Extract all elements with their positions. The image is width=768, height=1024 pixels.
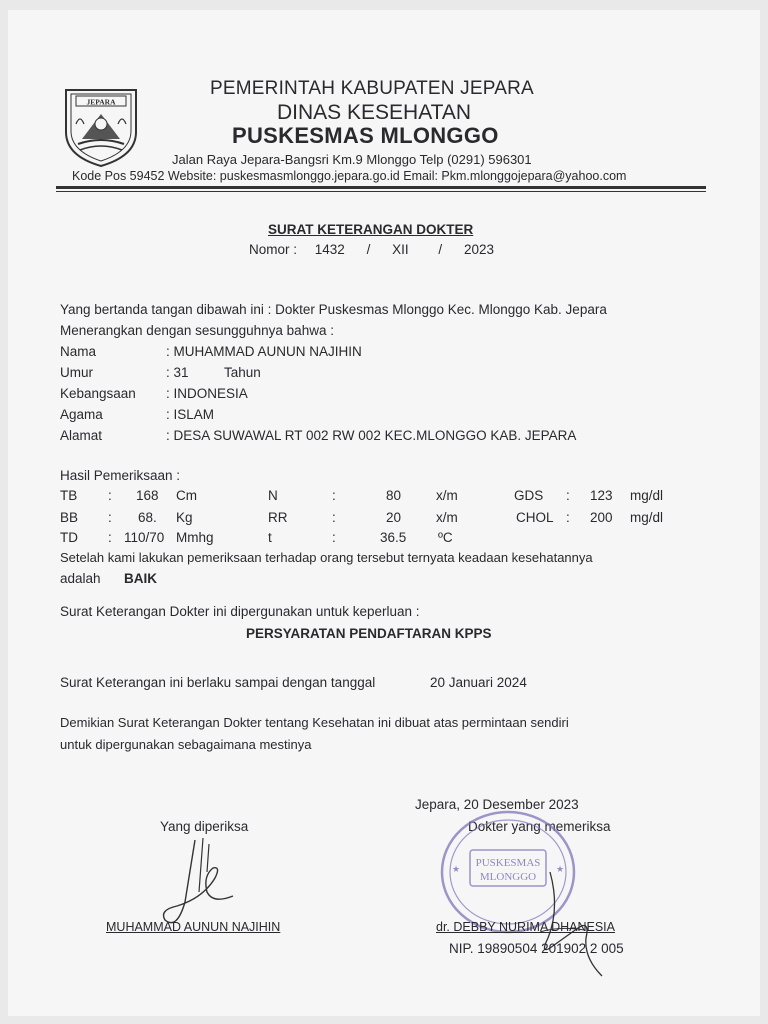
identity-religion-value: : ISLAM — [166, 407, 215, 422]
signer-left-role: Yang diperiksa — [160, 819, 249, 834]
exam-temp-label: t — [268, 530, 272, 545]
letterhead-government: PEMERINTAH KABUPATEN JEPARA — [210, 78, 534, 99]
exam-bb-value: 68. — [138, 510, 157, 525]
nomor-sep1: / — [366, 242, 371, 257]
svg-text:★: ★ — [556, 864, 565, 874]
document-number — [249, 242, 494, 257]
purpose-value: PERSYARATAN PENDAFTARAN KPPS — [246, 626, 492, 641]
exam-gds-label: GDS — [514, 488, 544, 503]
identity-age-value: : 31 — [166, 365, 189, 380]
exam-rr-unit: x/m — [436, 510, 458, 525]
letterhead-rule-thick — [56, 186, 706, 189]
place-date: Jepara, 20 Desember 2023 — [415, 797, 579, 812]
exam-td-colon: : — [108, 530, 112, 545]
exam-gds-value: 123 — [590, 488, 613, 503]
svg-text:PUSKESMAS: PUSKESMAS — [475, 857, 541, 869]
identity-age-unit: Tahun — [224, 365, 261, 380]
exam-n-value: 80 — [386, 488, 402, 503]
svg-text:MLONGGO: MLONGGO — [479, 871, 537, 883]
validity-line: Surat Keterangan ini berlaku sampai dengan tanggal — [60, 675, 376, 690]
patient-signature — [155, 832, 245, 932]
exam-n-label: N — [268, 488, 278, 503]
exam-gds-colon: : — [566, 488, 570, 503]
result-line: Setelah kami lakukan pemeriksaan terhadap orang tersebut ternyata keadaan kesehatannya — [60, 550, 593, 565]
nomor-sep2: / — [438, 242, 443, 257]
result-prefix: adalah — [60, 571, 101, 586]
letterhead-contact: Kode Pos 59452 Website: puskesmasmlonggo.jepara.go.id Email: Pkm.mlonggojepara@yahoo.com — [72, 169, 627, 183]
signer-right-role: Dokter yang memeriksa — [468, 819, 611, 834]
exam-heading: Hasil Pemeriksaan : — [60, 468, 181, 483]
exam-bb-unit: Kg — [176, 510, 193, 525]
nomor-month: XII — [392, 242, 409, 257]
nomor-number: 1432 — [314, 242, 345, 257]
letterhead-rule-thin — [56, 191, 706, 192]
exam-td-value: 110/70 — [124, 530, 165, 545]
closing-line-2: untuk dipergunakan sebagaimana mestinya — [60, 737, 312, 752]
identity-name-value: : MUHAMMAD AUNUN NAJIHIN — [166, 344, 362, 359]
exam-rr-value: 20 — [386, 510, 402, 525]
intro-line-1: Yang bertanda tangan dibawah ini : Dokter Puskesmas Mlonggo Kec. Mlonggo Kab. Jepara — [60, 302, 607, 317]
exam-bb-label: BB — [60, 510, 79, 525]
identity-name-label: Nama — [60, 344, 97, 359]
identity-address-value: : DESA SUWAWAL RT 002 RW 002 KEC.MLONGGO KAB. JEPARA — [166, 428, 577, 443]
signer-left-name: MUHAMMAD AUNUN NAJIHIN — [106, 920, 281, 934]
identity-address-label: Alamat — [60, 428, 103, 443]
nomor-label: Nomor : — [249, 242, 298, 257]
exam-td-label: TD — [60, 530, 78, 545]
svg-text:★: ★ — [452, 864, 461, 874]
exam-tb-label: TB — [60, 488, 78, 503]
identity-age-label: Umur — [60, 365, 93, 380]
logo-text: JEPARA — [86, 97, 116, 107]
exam-n-unit: x/m — [436, 488, 458, 503]
signer-right-name: dr. DEBBY NURIMA DHANESIA — [436, 920, 615, 934]
exam-tb-value: 168 — [136, 488, 159, 503]
exam-bb-colon: : — [108, 510, 112, 525]
exam-temp-unit: ºC — [438, 530, 453, 545]
exam-td-unit: Mmhg — [176, 530, 214, 545]
exam-tb-unit: Cm — [176, 488, 197, 503]
exam-temp-colon: : — [332, 530, 336, 545]
identity-nationality-label: Kebangsaan — [60, 386, 136, 401]
identity-religion-label: Agama — [60, 407, 103, 422]
identity-nationality-value: : INDONESIA — [166, 386, 248, 401]
letterhead-address: Jalan Raya Jepara-Bangsri Km.9 Mlonggo Telp (0291) 596301 — [172, 152, 532, 167]
jepara-crest-logo — [62, 84, 140, 168]
exam-temp-value: 36.5 — [380, 530, 407, 545]
intro-line-2: Menerangkan dengan sesungguhnya bahwa : — [60, 323, 334, 338]
exam-rr-colon: : — [332, 510, 336, 525]
exam-gds-unit: mg/dl — [630, 488, 664, 503]
letterhead-institution: PUSKESMAS MLONGGO — [232, 123, 499, 148]
result-value: BAIK — [124, 571, 157, 586]
exam-chol-colon: : — [566, 510, 570, 525]
validity-date: 20 Januari 2024 — [430, 675, 527, 690]
nomor-year: 2023 — [463, 242, 494, 257]
signer-right-nip: NIP. 19890504 201902 2 005 — [449, 941, 624, 956]
exam-chol-unit: mg/dl — [630, 510, 664, 525]
purpose-line: Surat Keterangan Dokter ini dipergunakan untuk keperluan : — [60, 604, 420, 619]
exam-chol-value: 200 — [590, 510, 613, 525]
exam-rr-label: RR — [268, 510, 288, 525]
letterhead-department: DINAS KESEHATAN — [277, 101, 472, 124]
closing-line-1: Demikian Surat Keterangan Dokter tentang Kesehatan ini dibuat atas permintaan sendiri — [60, 715, 569, 730]
document-title: SURAT KETERANGAN DOKTER — [268, 222, 474, 237]
exam-chol-label: CHOL — [516, 510, 554, 525]
exam-tb-colon: : — [108, 488, 112, 503]
exam-n-colon: : — [332, 488, 336, 503]
